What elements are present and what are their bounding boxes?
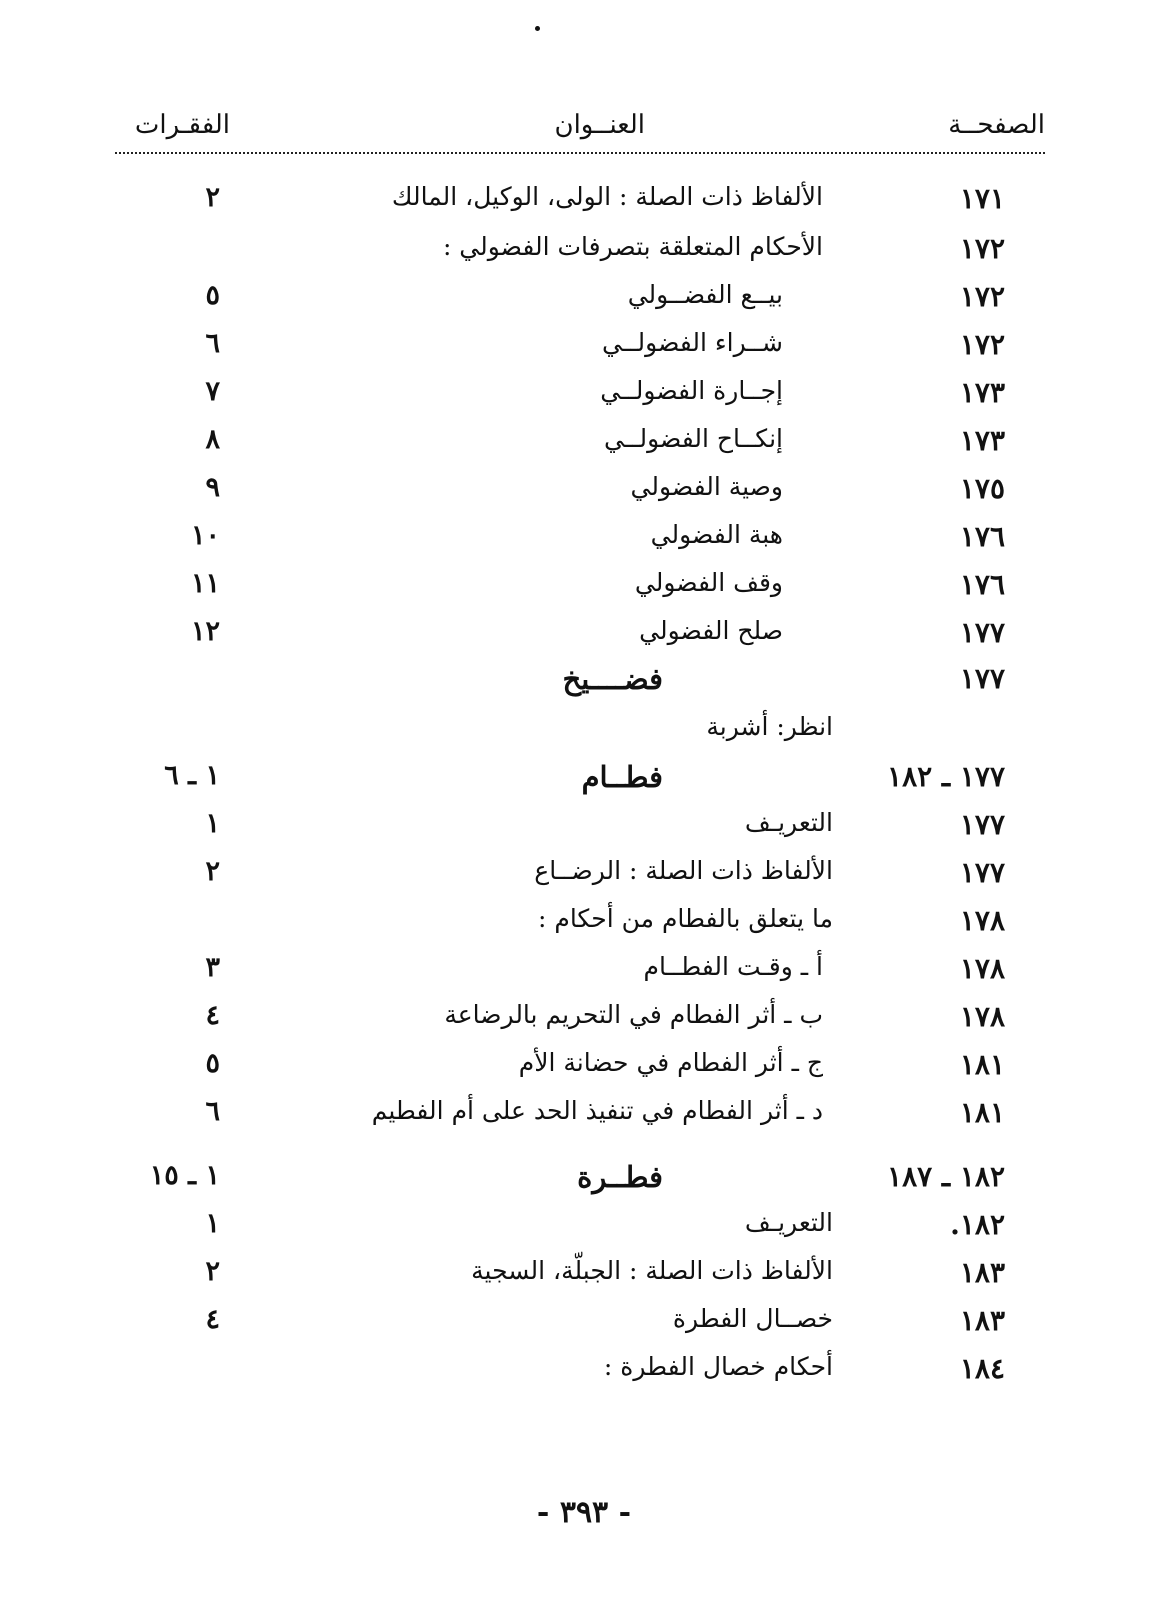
page-ref: ١٧٨ (959, 952, 1005, 985)
entry-title: وقف الفضولي (634, 568, 783, 597)
page-ref: ١٧٨ (959, 1000, 1005, 1033)
index-row (0, 424, 1168, 472)
index-row (0, 232, 1168, 280)
paragraph-ref: ٦ (205, 328, 220, 359)
paragraph-ref: ٧ (205, 376, 220, 407)
index-row (0, 1352, 1168, 1400)
paragraph-ref: ١٢ (190, 616, 220, 647)
page-column-heading: الصفحــة (948, 110, 1045, 140)
paragraph-ref: ٩ (205, 472, 220, 503)
index-row (0, 1208, 1168, 1256)
paragraphs-column-heading: الفقـرات (134, 110, 230, 140)
entry-title: الألفاظ ذات الصلة : الجبلّة، السجية (471, 1256, 833, 1285)
entry-title: ب ـ أثر الفطام في التحريم بالرضاعة (444, 1000, 823, 1029)
page-ref: ١٧٧ (959, 808, 1005, 841)
page-ref: ١٧٥ (959, 472, 1005, 505)
page-ref: ١٧٣ (959, 424, 1005, 457)
page-ref: ١٨٣ (959, 1256, 1005, 1289)
index-row (0, 472, 1168, 520)
entry-heading: فضــــيخ (562, 662, 663, 696)
paragraph-ref: ١١ (190, 568, 220, 599)
index-row (0, 808, 1168, 856)
entry-title: إجــارة الفضولــي (600, 376, 783, 405)
paragraph-ref: ٢ (205, 182, 220, 213)
entry-title: الأحكام المتعلقة بتصرفات الفضولي : (442, 232, 823, 261)
page-ref: ١٧٢ (959, 232, 1005, 265)
entry-heading: فطــرة (577, 1160, 663, 1194)
page-ref: ١٧٧ ـ ١٨٢ (887, 760, 1005, 793)
paragraph-ref: ١ ـ ٦ (164, 760, 220, 791)
index-row (0, 182, 1168, 230)
index-row (0, 376, 1168, 424)
index-row (0, 568, 1168, 616)
page-ref: ١٨٤ (959, 1352, 1005, 1385)
page-ref: ١٨٢. (950, 1208, 1005, 1241)
entry-title: أحكام خصال الفطرة : (603, 1352, 833, 1381)
page-ref: ١٧٨ (959, 904, 1005, 937)
entry-title: إنكــاح الفضولــي (604, 424, 783, 453)
entry-title: خصــال الفطرة (672, 1304, 833, 1333)
entry-title: د ـ أثر الفطام في تنفيذ الحد على أم الفطيم (371, 1096, 823, 1125)
index-row (0, 616, 1168, 664)
index-row (0, 952, 1168, 1000)
page-ref: ١٧٧ (959, 856, 1005, 889)
entry-title: هبة الفضولي (650, 520, 783, 549)
entry-title: شــراء الفضولــي (602, 328, 783, 357)
paragraph-ref: ١٠ (190, 520, 220, 551)
entry-title: ما يتعلق بالفطام من أحكام : (537, 904, 833, 933)
entry-title: أ ـ وقـت الفطــام (643, 952, 823, 981)
page-ref: ١٧٦ (959, 520, 1005, 553)
paragraph-ref: ١ (205, 808, 220, 839)
paragraph-ref: ٣ (205, 952, 220, 983)
index-row (0, 280, 1168, 328)
entry-title: التعريـف (744, 808, 833, 837)
paragraph-ref: ٢ (205, 856, 220, 887)
index-row (0, 1000, 1168, 1048)
entry-title: صلح الفضولي (639, 616, 783, 645)
column-header (115, 110, 1045, 152)
dotted-divider (115, 152, 1045, 154)
entry-title: الألفاظ ذات الصلة : الرضــاع (534, 856, 833, 885)
page-ref: ١٨١ (959, 1048, 1005, 1081)
entry-title: بيــع الفضــولي (627, 280, 783, 309)
index-row (0, 1256, 1168, 1304)
entry-title: ج ـ أثر الفطام في حضانة الأم (518, 1048, 823, 1077)
index-row (0, 1304, 1168, 1352)
paragraph-ref: ١ ـ ١٥ (149, 1160, 220, 1191)
page-ref: ١٧٧ (959, 616, 1005, 649)
page-ref: ١٧٣ (959, 376, 1005, 409)
page-number: - ٣٩٣ - (536, 1495, 632, 1530)
index-row (0, 856, 1168, 904)
paragraph-ref: ١ (205, 1208, 220, 1239)
page-ref: ١٧٦ (959, 568, 1005, 601)
entry-title: وصية الفضولي (630, 472, 783, 501)
entry-title: انظر: أشربة (706, 712, 833, 741)
index-row (0, 712, 1168, 760)
paragraph-ref: ٥ (205, 280, 220, 311)
index-row (0, 1096, 1168, 1144)
index-row (0, 520, 1168, 568)
index-row (0, 904, 1168, 952)
speck-mark (535, 26, 540, 31)
paragraph-ref: ٥ (205, 1048, 220, 1079)
paragraph-ref: ٨ (205, 424, 220, 455)
title-column-heading: العنــوان (554, 110, 645, 140)
page-ref: ١٧٢ (959, 328, 1005, 361)
index-row (0, 1160, 1168, 1208)
paragraph-ref: ٤ (205, 1304, 220, 1335)
page-ref: ١٧٢ (959, 280, 1005, 313)
entry-heading: فطــام (581, 760, 663, 794)
paragraph-ref: ٦ (205, 1096, 220, 1127)
index-row (0, 328, 1168, 376)
page-ref: ١٧١ (959, 182, 1005, 215)
index-row (0, 662, 1168, 710)
page-ref: ١٨١ (959, 1096, 1005, 1129)
page-ref: ١٨٢ ـ ١٨٧ (887, 1160, 1005, 1193)
paragraph-ref: ٢ (205, 1256, 220, 1287)
page-ref: ١٧٧ (959, 662, 1005, 695)
index-row (0, 1048, 1168, 1096)
entry-title: التعريـف (744, 1208, 833, 1237)
page-ref: ١٨٣ (959, 1304, 1005, 1337)
paragraph-ref: ٤ (205, 1000, 220, 1031)
entry-title: الألفاظ ذات الصلة : الولى، الوكيل، المالك (391, 182, 823, 211)
index-row (0, 760, 1168, 808)
